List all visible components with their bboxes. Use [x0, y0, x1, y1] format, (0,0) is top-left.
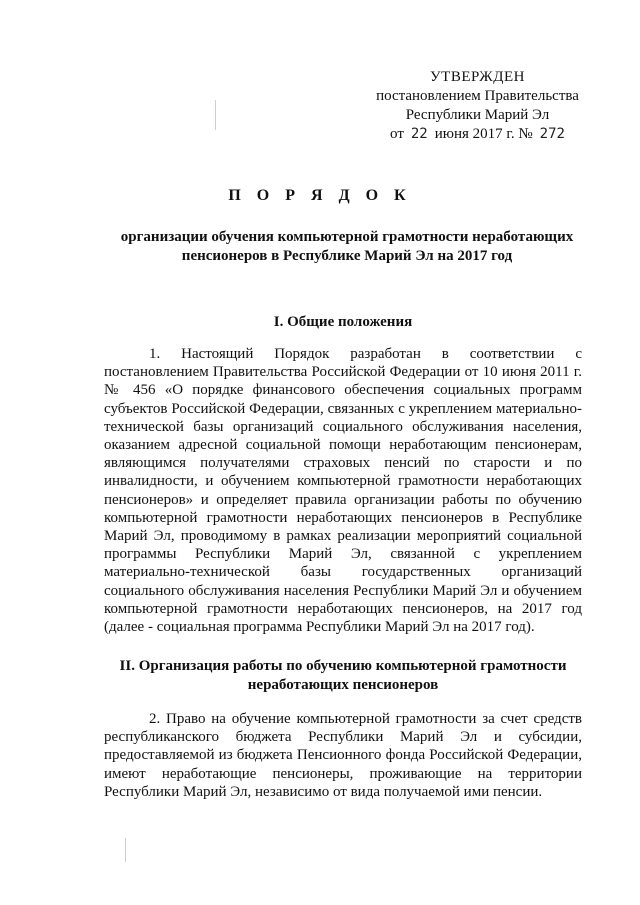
- section-heading-1: I. Общие положения: [273, 314, 413, 330]
- approval-date-line: [370, 125, 585, 144]
- approval-line-1: постановлением Правительства: [376, 88, 579, 104]
- approval-stamp: [370, 68, 585, 144]
- document-subtitle: организации обучения компьютерной грамотности неработающих пенсионеров в Республике Марий Эл на 2017 год: [120, 229, 574, 264]
- date-prefix: от: [390, 126, 404, 142]
- scan-mark: [125, 838, 126, 862]
- section-2-paragraph: 2. Право на обучение компьютерной грамотности за счет средств республиканского бюджета Республики Марий Эл и субсидии, предоставляемой из бюджета Пенсионного фонда Российской Федерации, имеют неработающие пенсионеры, проживающие на территории Республики Марий Эл, независимо от вида получаемой ими пенсии.: [104, 711, 582, 800]
- approval-line-2: Республики Марий Эл: [405, 107, 550, 123]
- scan-mark: [215, 100, 216, 130]
- section-1-paragraph: 1. Настоящий Порядок разработан в соответствии с постановлением Правительства Российской Федерации от 10 июня 2011 г. № 456 «О порядке финансового обеспечения социальных программ субъектов Российской Федерации, связанных с укреплением материально-технической базы организаций социального обслуживания населения, оказанием адресной социальной помощи неработающим пенсионерам, являющимся получателями страховых пенсий по старости и по инвалидности, и обучением компьютерной грамотности неработающих пенсионеров» и определяет правила организации работы по обучению компьютерной грамотности неработающих пенсионеров в Республике Марий Эл, проводимому в рамках реализации мероприятий социальной программы Республики Марий Эл, связанной с укреплением материально-технической базы государственных организаций социального обслуживания населения Республики Марий Эл и обучением компьютерной грамотности неработающих пенсионеров, на 2017 год (далее - социальная программа Республики Марий Эл на 2017 год).: [104, 346, 582, 636]
- document-title: П О Р Я Д О К: [228, 187, 412, 204]
- date-day: 22: [410, 126, 428, 142]
- section-heading-2: II. Организация работы по обучению компьютерной грамотности неработающих пенсионеров: [119, 658, 567, 693]
- document-number: 272: [539, 126, 565, 142]
- date-rest: июня 2017 г. №: [434, 126, 533, 142]
- approval-title: УТВЕРЖДЕН: [430, 69, 525, 85]
